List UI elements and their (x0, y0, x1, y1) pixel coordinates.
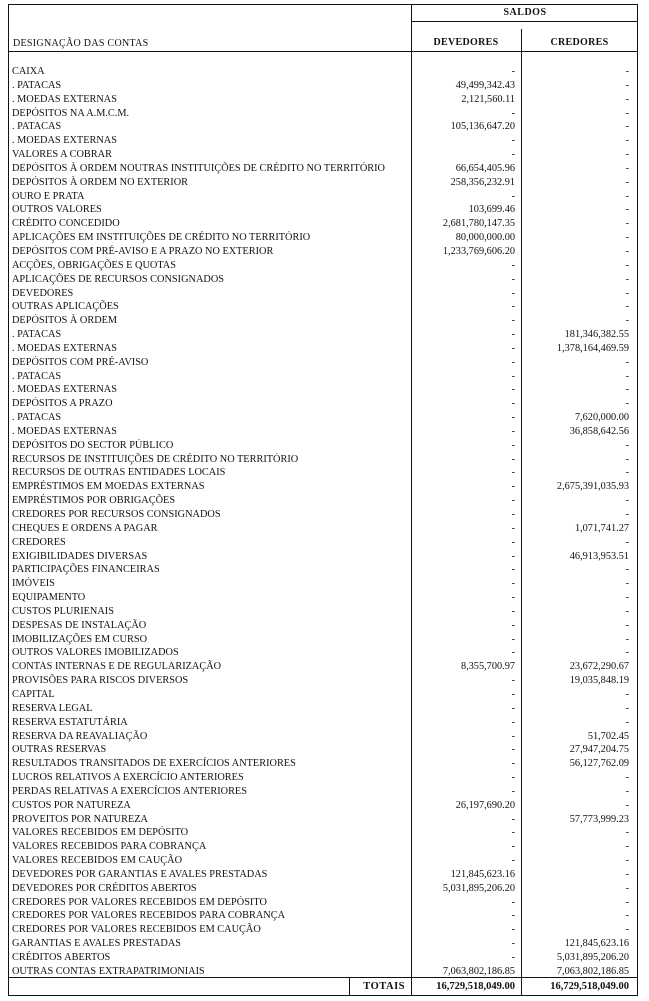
table-row (9, 771, 637, 785)
table-row (9, 466, 637, 480)
account-name: DESPESAS DE INSTALAÇÃO (12, 619, 147, 631)
table-row (9, 730, 637, 744)
account-name: . MOEDAS EXTERNAS (12, 425, 117, 437)
devedores-value: - (511, 467, 515, 479)
devedores-value: 8,355,700.97 (460, 661, 515, 673)
devedores-value: 2,681,780,147.35 (442, 218, 515, 230)
credores-value: - (625, 647, 629, 659)
devedores-value: - (511, 495, 515, 507)
devedores-value: - (511, 273, 515, 285)
devedores-value: - (511, 619, 515, 631)
credores-value: 19,035,848.19 (569, 675, 629, 687)
account-name: OUTROS VALORES (12, 204, 102, 216)
devedores-value: - (511, 938, 515, 950)
credores-value: 181,346,382.55 (564, 329, 629, 341)
devedores-value: 80,000,000.00 (455, 232, 515, 244)
account-name: OUTRAS APLICAÇÕES (12, 301, 119, 313)
account-name: DEPÓSITOS COM PRÉ-AVISO (12, 356, 149, 368)
devedores-value: - (511, 841, 515, 853)
table-row (9, 370, 637, 384)
devedores-value: 7,063,802,186.85 (442, 965, 515, 977)
devedores-value: - (511, 744, 515, 756)
credores-value: - (625, 578, 629, 590)
credores-value: - (625, 135, 629, 147)
table-row (9, 231, 637, 245)
account-name: OUTROS VALORES IMOBILIZADOS (12, 647, 179, 659)
table-row (9, 923, 637, 937)
table-row (9, 605, 637, 619)
devedores-value: 258,356,232.91 (450, 176, 515, 188)
devedores-value: - (511, 827, 515, 839)
table-row (9, 383, 637, 397)
account-name: . PATACAS (12, 370, 62, 382)
devedores-heading: DEVEDORES (433, 37, 499, 48)
devedores-value: - (511, 536, 515, 548)
devedores-value: 26,197,690.20 (455, 799, 515, 811)
devedores-value: 103,699.46 (468, 204, 515, 216)
credores-value: - (625, 564, 629, 576)
devedores-value: - (511, 633, 515, 645)
table-row (9, 203, 637, 217)
account-name: CAIXA (12, 66, 45, 77)
credores-value: - (625, 287, 629, 299)
account-name: ACÇÕES, OBRIGAÇÕES E QUOTAS (12, 259, 176, 271)
table-row (9, 743, 637, 757)
account-name: CREDORES (12, 536, 66, 548)
credores-value: - (625, 896, 629, 908)
devedores-value: - (511, 813, 515, 825)
credores-value: - (625, 232, 629, 244)
designation-heading: DESIGNAÇÃO DAS CONTAS (13, 38, 149, 49)
devedores-value: - (511, 758, 515, 770)
devedores-value: - (511, 730, 515, 742)
table-row (9, 674, 637, 688)
credores-value: - (625, 855, 629, 867)
credores-value: - (625, 190, 629, 202)
table-row (9, 411, 637, 425)
credores-value: - (625, 702, 629, 714)
account-name: DEPÓSITOS NA A.M.C.M. (12, 107, 130, 119)
table-row (9, 259, 637, 273)
table-row (9, 273, 637, 287)
table-row (9, 134, 637, 148)
account-name: CUSTOS POR NATUREZA (12, 799, 131, 811)
credores-value: - (625, 633, 629, 645)
account-name: . MOEDAS EXTERNAS (12, 93, 117, 105)
account-name: DEVEDORES POR GARANTIAS E AVALES PRESTADAS (12, 868, 268, 880)
devedores-value: - (511, 287, 515, 299)
devedores-value: - (511, 412, 515, 424)
account-name: DEPÓSITOS DO SECTOR PÚBLICO (12, 439, 174, 451)
account-name: . PATACAS (12, 79, 62, 91)
table-row (9, 799, 637, 813)
credores-value: - (625, 592, 629, 604)
credores-value: - (625, 273, 629, 285)
table-row (9, 702, 637, 716)
account-name: IMOBILIZAÇÕES EM CURSO (12, 633, 148, 645)
account-name: OUTRAS RESERVAS (12, 744, 107, 756)
table-row (9, 494, 637, 508)
credores-value: - (625, 398, 629, 410)
totals-label: TOTAIS (363, 981, 405, 992)
devedores-value: - (511, 688, 515, 700)
credores-value: - (625, 149, 629, 161)
table-row (9, 328, 637, 342)
account-name: VALORES RECEBIDOS EM CAUÇÃO (12, 855, 183, 867)
credores-value: - (625, 176, 629, 188)
credores-value: - (625, 785, 629, 797)
table-row (9, 300, 637, 314)
credores-value: 1,378,164,469.59 (556, 342, 629, 354)
devedores-value: - (511, 315, 515, 327)
table-row (9, 633, 637, 647)
credores-value: 57,773,999.23 (569, 813, 629, 825)
table-row (9, 716, 637, 730)
account-name: EQUIPAMENTO (12, 592, 86, 604)
header-bottom-line (9, 51, 637, 52)
devedores-value: - (511, 342, 515, 354)
table-row (9, 508, 637, 522)
credores-value: - (625, 384, 629, 396)
credores-value: - (625, 439, 629, 451)
credores-value: - (625, 453, 629, 465)
credores-value: - (625, 619, 629, 631)
table-row (9, 536, 637, 550)
credores-value: - (625, 495, 629, 507)
account-name: . MOEDAS EXTERNAS (12, 135, 117, 147)
table-row (9, 965, 637, 979)
devedores-value: 1,233,769,606.20 (442, 245, 515, 257)
account-name: EXIGIBILIDADES DIVERSAS (12, 550, 148, 562)
devedores-value: - (511, 509, 515, 520)
credores-value: - (625, 121, 629, 133)
credores-value: - (625, 107, 629, 119)
devedores-value: - (511, 329, 515, 341)
account-name: . PATACAS (12, 329, 62, 341)
account-name: RESERVA ESTATUTÁRIA (12, 716, 128, 728)
devedores-value: 49,499,342.43 (455, 79, 515, 91)
credores-value: - (625, 370, 629, 382)
devedores-value: - (511, 370, 515, 382)
credores-value: 5,031,895,206.20 (556, 952, 629, 963)
table-row (9, 882, 637, 896)
account-name: . MOEDAS EXTERNAS (12, 342, 117, 354)
credores-value: - (625, 301, 629, 313)
table-row (9, 65, 637, 79)
table-row (9, 217, 637, 231)
devedores-value: - (511, 772, 515, 784)
devedores-value: - (511, 425, 515, 437)
devedores-value: - (511, 190, 515, 202)
credores-value: 7,063,802,186.85 (556, 965, 629, 977)
devedores-value: - (511, 453, 515, 465)
account-name: APLICAÇÕES DE RECURSOS CONSIGNADOS (12, 273, 224, 285)
devedores-value: 2,121,560.11 (461, 93, 515, 105)
credores-value: - (625, 716, 629, 728)
credores-value: 23,672,290.67 (569, 661, 629, 673)
table-row (9, 314, 637, 328)
saldos-heading: SALDOS (503, 7, 547, 18)
devedores-value: 5,031,895,206.20 (442, 882, 515, 894)
account-name: LUCROS RELATIVOS A EXERCÍCIO ANTERIORES (12, 772, 244, 784)
table-row (9, 425, 637, 439)
credores-value: - (625, 799, 629, 811)
balance-table (8, 4, 638, 996)
devedores-value: - (511, 398, 515, 410)
table-row (9, 342, 637, 356)
table-row (9, 826, 637, 840)
devedores-value: - (511, 855, 515, 867)
credores-value: - (625, 910, 629, 922)
table-row (9, 660, 637, 674)
credores-value: - (625, 204, 629, 216)
table-row (9, 785, 637, 799)
saldos-underline (411, 21, 637, 22)
table-row (9, 453, 637, 467)
table-row (9, 107, 637, 121)
account-name: IMÓVEIS (12, 578, 55, 590)
table-row (9, 868, 637, 882)
credores-value: 2,675,391,035.93 (556, 481, 629, 493)
devedores-value: 121,845,623.16 (450, 868, 515, 880)
devedores-value: - (511, 439, 515, 451)
devedores-value: - (511, 578, 515, 590)
account-name: VALORES RECEBIDOS PARA COBRANÇA (12, 841, 207, 853)
table-row (9, 439, 637, 453)
table-row (9, 563, 637, 577)
totals-devedores: 16,729,518,049.00 (436, 981, 515, 992)
credores-value: 51,702.45 (587, 730, 629, 742)
devedores-value: - (511, 924, 515, 936)
table-row (9, 896, 637, 910)
credores-value: - (625, 93, 629, 105)
devedores-value: - (511, 564, 515, 576)
credores-value: 56,127,762.09 (569, 758, 629, 770)
devedores-value: - (511, 384, 515, 396)
table-row (9, 550, 637, 564)
credores-value: - (625, 605, 629, 617)
table-row (9, 120, 637, 134)
account-name: . PATACAS (12, 412, 62, 424)
table-row (9, 397, 637, 411)
credores-value: - (625, 467, 629, 479)
devedores-value: - (511, 716, 515, 728)
devedores-value: - (511, 107, 515, 119)
table-row (9, 757, 637, 771)
account-name: CRÉDITO CONCEDIDO (12, 218, 120, 230)
devedores-value: - (511, 259, 515, 271)
credores-heading: CREDORES (550, 37, 609, 48)
devedores-value: - (511, 592, 515, 604)
credores-value: - (625, 827, 629, 839)
credores-value: 36,858,642.56 (569, 425, 629, 437)
account-name: PROVISÕES PARA RISCOS DIVERSOS (12, 675, 189, 687)
account-name: RESULTADOS TRANSITADOS DE EXERCÍCIOS ANTERIORES (12, 758, 296, 770)
credores-value: - (625, 162, 629, 174)
table-row (9, 176, 637, 190)
devedores-value: - (511, 301, 515, 313)
devedores-value: 105,136,647.20 (450, 121, 515, 133)
account-name: DEVEDORES POR CRÉDITOS ABERTOS (12, 882, 197, 894)
table-row (9, 148, 637, 162)
totals-credores: 16,729,518,049.00 (550, 981, 629, 992)
devedores-value: - (511, 149, 515, 161)
account-name: CREDORES POR VALORES RECEBIDOS PARA COBRANÇA (12, 910, 286, 922)
account-name: PERDAS RELATIVAS A EXERCÍCIOS ANTERIORES (12, 785, 247, 797)
credores-value: 121,845,623.16 (564, 938, 629, 950)
credores-value: - (625, 841, 629, 853)
credores-value: - (625, 868, 629, 880)
table-row (9, 190, 637, 204)
account-name: APLICAÇÕES EM INSTITUIÇÕES DE CRÉDITO NO TERRITÓRIO (12, 232, 311, 244)
table-row (9, 840, 637, 854)
table-row (9, 577, 637, 591)
credores-value: 27,947,204.75 (569, 744, 629, 756)
devedores-value: - (511, 522, 515, 534)
credores-value: - (625, 79, 629, 91)
account-name: CREDORES POR VALORES RECEBIDOS EM CAUÇÃO (12, 924, 261, 936)
account-name: DEVEDORES (12, 287, 74, 299)
account-name: CREDORES POR VALORES RECEBIDOS EM DEPÓSITO (12, 896, 267, 908)
devedores-value: - (511, 675, 515, 687)
account-name: EMPRÉSTIMOS POR OBRIGAÇÕES (12, 495, 176, 507)
account-name: EMPRÉSTIMOS EM MOEDAS EXTERNAS (12, 481, 205, 493)
credores-value: 1,071,741.27 (574, 522, 629, 534)
devedores-value: - (511, 481, 515, 493)
credores-value: 7,620,000.00 (574, 412, 629, 424)
account-name: CUSTOS PLURIENAIS (12, 605, 114, 617)
credores-value: - (625, 772, 629, 784)
account-name: GARANTIAS E AVALES PRESTADAS (12, 938, 182, 950)
account-name: CONTAS INTERNAS E DE REGULARIZAÇÃO (12, 661, 222, 673)
devedores-value: - (511, 550, 515, 562)
account-name: VALORES RECEBIDOS EM DEPÓSITO (12, 827, 189, 839)
table-row (9, 854, 637, 868)
table-row (9, 522, 637, 536)
account-name: PARTICIPAÇÕES FINANCEIRAS (12, 564, 160, 576)
account-name: . PATACAS (12, 121, 62, 133)
devedores-value: - (511, 135, 515, 147)
credores-value: - (625, 218, 629, 230)
account-name: RECURSOS DE OUTRAS ENTIDADES LOCAIS (12, 467, 226, 479)
table-row (9, 287, 637, 301)
table-row (9, 646, 637, 660)
table-row (9, 356, 637, 370)
account-name: CRÉDITOS ABERTOS (12, 952, 111, 963)
credores-value: 46,913,953.51 (569, 550, 629, 562)
table-row (9, 951, 637, 965)
devedores-value: - (511, 785, 515, 797)
account-name: OURO E PRATA (12, 190, 85, 202)
table-row (9, 79, 637, 93)
totals-row (9, 978, 637, 996)
table-row (9, 937, 637, 951)
devedores-value: 66,654,405.96 (455, 162, 515, 174)
devedores-value: - (511, 896, 515, 908)
account-name: OUTRAS CONTAS EXTRAPATRIMONIAIS (12, 965, 205, 977)
table-row (9, 688, 637, 702)
account-name: CHEQUES E ORDENS A PAGAR (12, 522, 158, 534)
table-row (9, 480, 637, 494)
table-row (9, 909, 637, 923)
credores-value: - (625, 688, 629, 700)
account-name: CREDORES POR RECURSOS CONSIGNADOS (12, 509, 221, 520)
table-row (9, 162, 637, 176)
table-row (9, 619, 637, 633)
credores-value: - (625, 924, 629, 936)
account-name: RECURSOS DE INSTITUIÇÕES DE CRÉDITO NO TERRITÓRIO (12, 453, 299, 465)
devedores-value: - (511, 702, 515, 714)
account-name: VALORES A COBRAR (12, 149, 112, 161)
account-name: CAPITAL (12, 688, 55, 700)
devedores-value: - (511, 605, 515, 617)
account-name: DEPÓSITOS COM PRÉ-AVISO E A PRAZO NO EXTERIOR (12, 245, 274, 257)
devedores-value: - (511, 356, 515, 368)
credores-value: - (625, 882, 629, 894)
table-row (9, 93, 637, 107)
credores-value: - (625, 536, 629, 548)
credores-value: - (625, 66, 629, 77)
account-name: DEPÓSITOS À ORDEM NOUTRAS INSTITUIÇÕES DE CRÉDITO NO TERRITÓRIO (12, 162, 385, 174)
account-name: . MOEDAS EXTERNAS (12, 384, 117, 396)
table-row (9, 813, 637, 827)
credores-value: - (625, 259, 629, 271)
account-rows (9, 65, 637, 979)
account-name: DEPÓSITOS À ORDEM (12, 315, 118, 327)
account-name: RESERVA LEGAL (12, 702, 93, 714)
account-name: DEPÓSITOS A PRAZO (12, 398, 113, 410)
account-name: DEPÓSITOS À ORDEM NO EXTERIOR (12, 176, 189, 188)
devedores-value: - (511, 910, 515, 922)
devedores-value: - (511, 66, 515, 77)
account-name: PROVEITOS POR NATUREZA (12, 813, 148, 825)
credores-value: - (625, 245, 629, 257)
devedores-value: - (511, 647, 515, 659)
credores-value: - (625, 356, 629, 368)
account-name: RESERVA DA REAVALIAÇÃO (12, 730, 148, 742)
credores-value: - (625, 315, 629, 327)
table-row (9, 591, 637, 605)
credores-value: - (625, 509, 629, 520)
devedores-value: - (511, 952, 515, 963)
table-row (9, 245, 637, 259)
